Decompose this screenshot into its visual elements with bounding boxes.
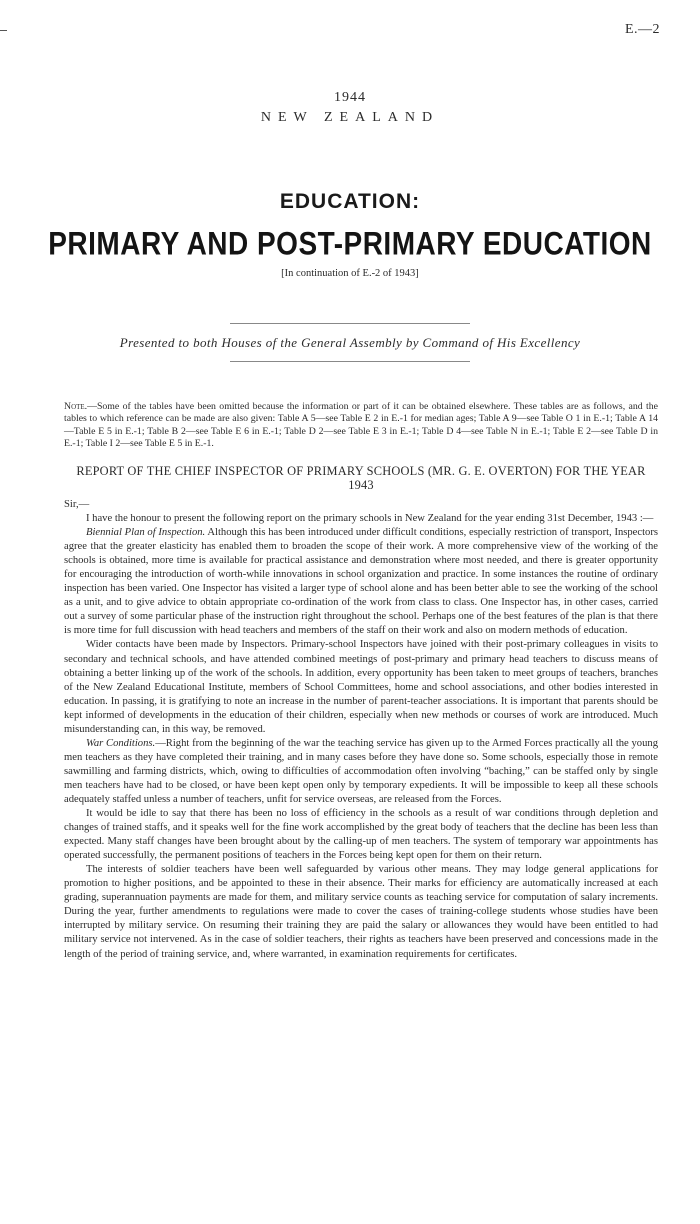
page-number: E.—2 bbox=[624, 22, 660, 37]
war-conditions-heading: War Conditions. bbox=[86, 737, 156, 749]
biennial-plan-heading: Biennial Plan of Inspection. bbox=[86, 527, 206, 539]
paragraph-biennial-plan bbox=[64, 526, 658, 638]
biennial-plan-text: Although this has been introduced under difficult conditions, especially restriction of transport, Inspectors agree that the greater elasticity has enabled them to broaden the scope of their work. A more comprehensive view of the working of the schools is obtained, more time is available for practical assistance and demonstration where most needed, and there is greater opportunity for encouraging the introduction of worth-while innovations in school organization and practice. In some instances the routine of ordinary inspection has been varied. One Inspector has visited a larger type of school alone and has been better able to see the working of the school as a unit, and to give advice to obtain appropriate co-ordination of the work from class to class. One Inspector has, in other cases, carried out a survey of some particular phase of the instruction right throughout the school. Perhaps one of the best features of the plan is that there is more time for full discussion with head teachers and members of the staff on their work and also on modern methods of education. bbox=[64, 527, 658, 637]
presented-line: Presented to both Houses of the General Assembly by Command of His Excellency bbox=[119, 335, 581, 350]
paragraph-intro: I have the honour to present the following report on the primary schools in New Zealand for the year ending 31st December, 1943 :— bbox=[86, 513, 654, 525]
paragraph-soldier-teachers: The interests of soldier teachers have been well safeguarded by various other means. They may lodge general applications for promotion to higher positions, and be appointed to these in their absence. Their marks for efficiency are automatically increased at each grading, superannuation payments are made for them, and military service counts as teaching service for computation of salary increments. During the year, further amendments to regulations were made to cover the cases of training-college students whose studies have been interrupted by military service. On resuming their training they are paid the salary or allowances they would have been entitled to had military service not intervened. As in the case of soldier teachers, their rights as teachers have been preserved and concessions made in the length of the period of training service, and, where warranted, in examination requirements for certificates. bbox=[64, 864, 658, 960]
paragraph-war-conditions bbox=[64, 737, 658, 807]
report-body bbox=[64, 498, 658, 962]
continuation-note: [In continuation of E.-2 of 1943] bbox=[281, 268, 419, 279]
divider-bottom bbox=[230, 361, 470, 362]
report-heading: REPORT OF THE CHIEF INSPECTOR OF PRIMARY SCHOOLS (MR. G. E. OVERTON) FOR THE YEAR 1943 bbox=[76, 464, 646, 492]
divider-top bbox=[230, 323, 470, 324]
salutation: Sir,— bbox=[64, 499, 90, 510]
note-text: —Some of the tables have been omitted because the information or part of it can be obtained elsewhere. These tables are as follows, and the tables to which reference can be made are also given: Table A 5—see Table E 2 in E.-1 for median ages; Table A 9—see Table O 1 in E.-1; Table A 14—Table E 5 in E.-1; Table B 2—see Table E 6 in E.-1; Table D 2—see Table E 3 in E.-1; Table D 4—see Table N in E.-1; Table E 2—see Table D in E.-1; Table I 2—see Table E 5 in E.-1. bbox=[64, 401, 658, 450]
paragraph-efficiency: It would be idle to say that there has been no loss of efficiency in the schools as a result of war conditions through depletion and changes of trained staffs, and it speaks well for the fine work accomplished by the great body of teachers that the decline has been less than expected. Many staff changes have been brought about by the calling-up of men teachers. The system of temporary war appointments has operated successfully, the permanent positions of teachers in the Forces being kept open for them on their return. bbox=[64, 808, 658, 862]
main-title: PRIMARY AND POST-PRIMARY EDUCATION bbox=[48, 225, 652, 262]
education-title: EDUCATION: bbox=[279, 190, 421, 213]
tables-note bbox=[64, 401, 658, 451]
year: 1944 bbox=[334, 90, 366, 105]
margin-mark bbox=[0, 30, 7, 31]
country: NEW ZEALAND bbox=[260, 110, 440, 125]
note-lead: Note. bbox=[64, 401, 88, 412]
paragraph-wider-contacts: Wider contacts have been made by Inspectors. Primary-school Inspectors have joined with their post-primary colleagues in visits to secondary and technical schools, and have attended combined meetings of post-primary and primary head teachers to discuss means of obtaining a better linking up of the work of the schools. In addition, every opportunity has been taken to meet groups of teachers, branches of the New Zealand Educational Institute, members of School Committees, home and school associations, and other bodies interested in education. In passing, it is gratifying to note an increase in the number of parent-teacher associations. It is important that parents should be kept informed of developments in the education of their children, especially when new methods or courses of work are introduced. Much misunderstanding can, in this way, be removed. bbox=[64, 639, 658, 735]
war-conditions-text: —Right from the beginning of the war the teaching service has given up to the Armed Forces practically all the young men teachers as they have completed their training, and in many cases before they have done so. Some schools, especially those in remote sawmilling and farming districts, which, owing to difficulties of accommodation often involving “baching,” can be staffed only by single men teachers have had to be closed, or have been kept open only by temporary expedients. It will be impossible to keep all these schools adequately staffed unless a number of teachers, unfit for service overseas, are released from the Forces. bbox=[64, 737, 658, 805]
